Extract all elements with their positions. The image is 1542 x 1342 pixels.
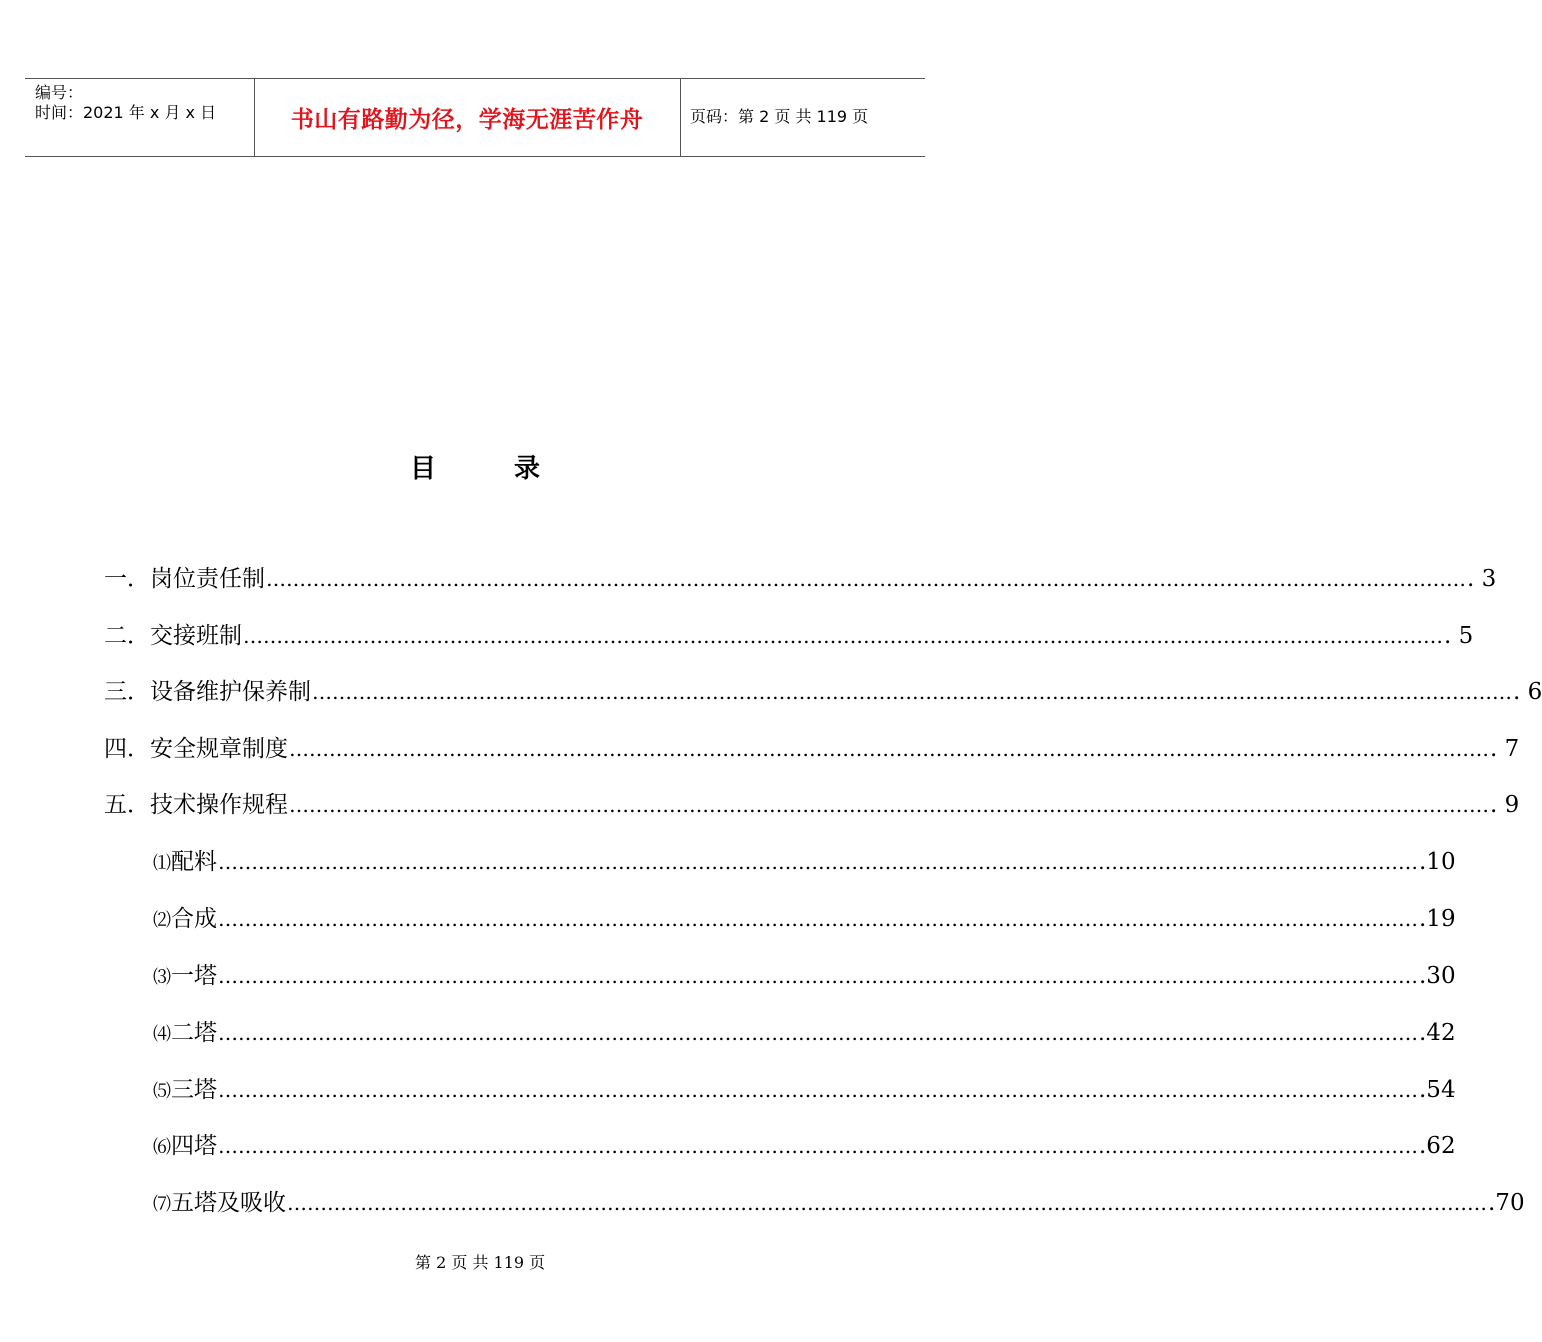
toc-entry[interactable] (153, 1131, 1456, 1161)
toc-entry-label: 技术操作规程 (150, 792, 288, 818)
toc-entry-label: 安全规章制度 (150, 736, 288, 762)
toc-entry-number: ⑸ (153, 1081, 171, 1102)
toc-entry-number: 二． (104, 623, 150, 649)
toc-entry-page: .62 (1419, 1133, 1456, 1159)
toc-leader-dots: ……………………………………………………………………………………………………………………………………………………………… (266, 567, 1466, 591)
toc-entry-number: 四． (104, 736, 150, 762)
toc-entry-page: . 3 (1467, 566, 1497, 592)
toc-entry-label: 交接班制 (150, 623, 242, 649)
toc-entry-label: 配料 (171, 849, 217, 875)
toc-entry[interactable] (153, 904, 1456, 934)
toc-entry-page: . 9 (1490, 792, 1520, 818)
toc-entry-label: 合成 (171, 906, 217, 932)
toc-entry[interactable] (153, 847, 1456, 877)
toc-leader-dots: ……………………………………………………………………………………………………………………………………………………………… (289, 793, 1489, 817)
toc-title-right: 录 (514, 454, 541, 484)
toc-title-left: 目 (409, 454, 436, 484)
toc-entry-number: ⑺ (153, 1194, 171, 1215)
toc-entry-number: 三． (104, 679, 150, 705)
toc-entry-page: .19 (1419, 906, 1456, 932)
toc-entry-number: ⑴ (153, 853, 171, 874)
toc-entry-label: 一塔 (171, 963, 217, 989)
toc-leader-dots: ……………………………………………………………………………………………………………………………………………………………… (218, 907, 1418, 931)
toc-leader-dots: ……………………………………………………………………………………………………………………………………………………………… (218, 1021, 1418, 1045)
document-number-label: 编号： (35, 83, 84, 102)
toc-entry-number: 一． (104, 566, 150, 592)
toc-leader-dots: ……………………………………………………………………………………………………………………………………………………………… (218, 964, 1418, 988)
toc-leader-dots: ……………………………………………………………………………………………………………………………………………………………… (243, 624, 1443, 648)
toc-entry[interactable] (104, 621, 1474, 651)
toc-entry-page: .10 (1419, 849, 1456, 875)
toc-entry-number: 五． (104, 792, 150, 818)
toc-entry-page: .70 (1488, 1190, 1525, 1216)
toc-leader-dots: ……………………………………………………………………………………………………………………………………………………………… (312, 680, 1512, 704)
toc-entry-number: ⑶ (153, 967, 171, 988)
toc-entry-label: 设备维护保养制 (150, 679, 311, 705)
toc-title (0, 448, 950, 485)
footer-page-text: 第 2 页 共 119 页 (415, 1253, 546, 1272)
page-footer (0, 1231, 950, 1273)
toc-entry[interactable] (153, 1188, 1525, 1218)
toc-entry-page: . 5 (1444, 623, 1474, 649)
toc-entry-label: 五塔及吸收 (171, 1190, 286, 1216)
header-page-info: 页码：第 2 页 共 119 页 (690, 107, 869, 126)
toc-entry[interactable] (153, 1018, 1456, 1048)
toc-leader-dots: ……………………………………………………………………………………………………………………………………………………………… (289, 737, 1489, 761)
toc-entry[interactable] (104, 677, 1542, 707)
toc-entry[interactable] (104, 734, 1520, 764)
toc-entry-label: 二塔 (171, 1020, 217, 1046)
toc-entry-page: .42 (1419, 1020, 1456, 1046)
toc-entry-number: ⑹ (153, 1137, 171, 1158)
toc-leader-dots: ……………………………………………………………………………………………………………………………………………………………… (218, 850, 1418, 874)
toc-leader-dots: ……………………………………………………………………………………………………………………………………………………………… (218, 1078, 1418, 1102)
toc-entry-number: ⑷ (153, 1024, 171, 1045)
header-meta-cell (25, 79, 255, 156)
toc-entry-page: .30 (1419, 963, 1456, 989)
toc-entry-page: . 6 (1513, 679, 1542, 705)
toc-entry-label: 三塔 (171, 1077, 217, 1103)
toc-entry-label: 岗位责任制 (150, 566, 265, 592)
toc-entry[interactable] (153, 1075, 1456, 1105)
toc-leader-dots: ……………………………………………………………………………………………………………………………………………………………… (218, 1134, 1418, 1158)
document-time-label: 时间：2021 年 x 月 x 日 (35, 103, 217, 122)
toc-entry-label: 四塔 (171, 1133, 217, 1159)
header-page-cell (680, 79, 925, 156)
toc-entry-page: . 7 (1490, 736, 1520, 762)
header-table (25, 78, 925, 157)
toc-leader-dots: ……………………………………………………………………………………………………………………………………………………………… (287, 1191, 1487, 1215)
header-motto-cell (254, 79, 681, 156)
toc-entry[interactable] (104, 564, 1497, 594)
toc-entry[interactable] (153, 961, 1456, 991)
toc-entry-number: ⑵ (153, 910, 171, 931)
header-motto: 书山有路勤为径，学海无涯苦作舟 (290, 107, 644, 133)
toc-entry-page: .54 (1419, 1077, 1456, 1103)
toc-entry[interactable] (104, 790, 1520, 820)
